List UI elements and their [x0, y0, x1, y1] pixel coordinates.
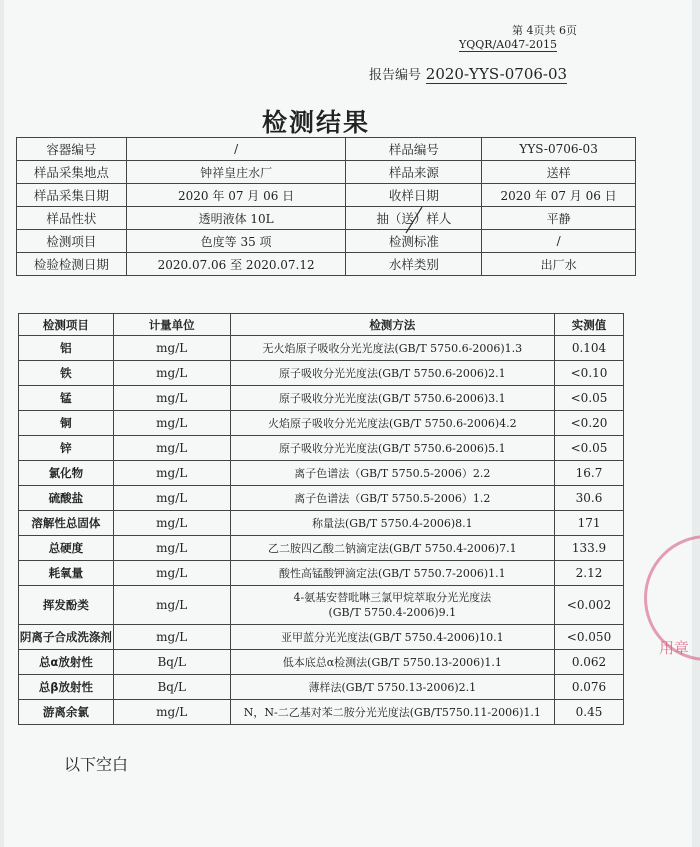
- result-unit: mg/L: [113, 461, 230, 486]
- result-row: [19, 461, 624, 486]
- result-method: [230, 536, 554, 561]
- info-label: 检测标准: [346, 230, 482, 253]
- info-row: [17, 138, 636, 161]
- result-item: 挥发酚类: [19, 586, 114, 625]
- info-label: 样品采集地点: [17, 161, 127, 184]
- info-value: 2020 年 07 月 06 日: [126, 184, 346, 207]
- result-row: [19, 486, 624, 511]
- result-value: 30.6: [555, 486, 624, 511]
- result-method: [230, 436, 554, 461]
- standard-number: YQQR/A047-2015: [459, 38, 557, 51]
- result-value: 0.104: [555, 336, 624, 361]
- result-method: [230, 700, 554, 725]
- method-line: 无火焰原子吸收分光光度法(GB/T 5750.6-2006)1.3: [262, 341, 523, 355]
- result-item: 氯化物: [19, 461, 114, 486]
- header-item: 检测项目: [19, 314, 114, 336]
- result-unit: mg/L: [113, 336, 230, 361]
- result-row: [19, 586, 624, 625]
- result-method: [230, 461, 554, 486]
- info-row: [17, 253, 636, 276]
- method-line: 离子色谱法（GB/T 5750.5-2006）2.2: [294, 466, 491, 480]
- method-line: 亚甲蓝分光光度法(GB/T 5750.4-2006)10.1: [280, 630, 504, 644]
- result-item: 锰: [19, 386, 114, 411]
- info-row: [17, 161, 636, 184]
- info-value: 透明液体 10L: [126, 207, 346, 230]
- result-row: [19, 675, 624, 700]
- info-label: 样品来源: [346, 161, 482, 184]
- result-row: [19, 336, 624, 361]
- result-unit: mg/L: [113, 386, 230, 411]
- method-line: 酸性高锰酸钾滴定法(GB/T 5750.7-2006)1.1: [278, 566, 506, 580]
- result-item: 总β放射性: [19, 675, 114, 700]
- info-label: 样品采集日期: [17, 184, 127, 207]
- result-unit: mg/L: [113, 436, 230, 461]
- info-label: 检验检测日期: [17, 253, 127, 276]
- info-label: 样品性状: [17, 207, 127, 230]
- info-value: /: [126, 138, 346, 161]
- result-value: <0.20: [555, 411, 624, 436]
- result-method: [230, 486, 554, 511]
- result-method: [230, 336, 554, 361]
- result-method: [230, 411, 554, 436]
- result-value: 0.062: [555, 650, 624, 675]
- info-label: 容器编号: [17, 138, 127, 161]
- method-line: 称量法(GB/T 5750.4-2006)8.1: [311, 516, 473, 530]
- result-value: 0.45: [555, 700, 624, 725]
- result-row: [19, 700, 624, 725]
- method-line: 薄样法(GB/T 5750.13-2006)2.1: [308, 680, 477, 694]
- result-value: 16.7: [555, 461, 624, 486]
- info-value: 送样: [482, 161, 636, 184]
- result-unit: mg/L: [113, 486, 230, 511]
- info-label: 检测项目: [17, 230, 127, 253]
- method-line: 原子吸收分光光度法(GB/T 5750.6-2006)3.1: [278, 391, 506, 405]
- result-unit: mg/L: [113, 361, 230, 386]
- info-value: 平静: [482, 207, 636, 230]
- header-method: 检测方法: [230, 314, 554, 336]
- result-item: 溶解性总固体: [19, 511, 114, 536]
- result-unit: mg/L: [113, 700, 230, 725]
- method-line: N，N-二乙基对苯二胺分光光度法(GB/T5750.11-2006)1.1: [243, 705, 541, 719]
- method-line: 火焰原子吸收分光光度法(GB/T 5750.6-2006)4.2: [267, 416, 517, 430]
- results-header-row: [19, 314, 624, 336]
- report-page: [4, 0, 692, 847]
- result-row: [19, 561, 624, 586]
- page-title: 检测结果: [261, 108, 370, 137]
- result-row: [19, 361, 624, 386]
- result-row: [19, 536, 624, 561]
- report-number-line: [369, 64, 567, 83]
- result-value: <0.050: [555, 625, 624, 650]
- method-line: (GB/T 5750.4-2006)9.1: [328, 606, 457, 619]
- result-item: 硫酸盐: [19, 486, 114, 511]
- result-value: 133.9: [555, 536, 624, 561]
- header-value: 实测值: [555, 314, 624, 336]
- result-item: 总硬度: [19, 536, 114, 561]
- report-number: 2020-YYS-0706-03: [425, 65, 568, 83]
- result-item: 铜: [19, 411, 114, 436]
- info-label: 样品编号: [346, 138, 482, 161]
- info-value: 出厂水: [482, 253, 636, 276]
- method-line: 原子吸收分光光度法(GB/T 5750.6-2006)2.1: [278, 366, 506, 380]
- info-value: 钟祥皇庄水厂: [126, 161, 346, 184]
- result-item: 锌: [19, 436, 114, 461]
- page-number: 第 4页共 6页: [512, 24, 577, 37]
- method-line: 低本底总α检测法(GB/T 5750.13-2006)1.1: [282, 655, 502, 669]
- result-method: [230, 650, 554, 675]
- result-method: [230, 561, 554, 586]
- result-method: [230, 361, 554, 386]
- result-item: 游离余氯: [19, 700, 114, 725]
- report-number-label: 报告编号: [369, 68, 422, 83]
- result-value: 171: [555, 511, 624, 536]
- method-line: 乙二胺四乙酸二钠滴定法(GB/T 5750.4-2006)7.1: [267, 541, 517, 555]
- result-unit: mg/L: [113, 586, 230, 625]
- method-line: 4-氨基安替吡啉三氯甲烷萃取分光光度法: [293, 591, 492, 604]
- method-line: 离子色谱法（GB/T 5750.5-2006）1.2: [294, 491, 491, 505]
- result-row: [19, 386, 624, 411]
- result-item: 铝: [19, 336, 114, 361]
- result-method: [230, 625, 554, 650]
- result-unit: mg/L: [113, 625, 230, 650]
- result-item: 铁: [19, 361, 114, 386]
- result-row: [19, 650, 624, 675]
- results-table: [18, 313, 624, 725]
- result-row: [19, 411, 624, 436]
- result-value: <0.10: [555, 361, 624, 386]
- info-label: 水样类别: [346, 253, 482, 276]
- seal-text: 用章: [659, 639, 690, 657]
- info-value: 2020.07.06 至 2020.07.12: [126, 253, 346, 276]
- strike-mark: [402, 205, 426, 235]
- info-row: [17, 184, 636, 207]
- sample-info-table: [16, 137, 636, 276]
- header-unit: 计量单位: [113, 314, 230, 336]
- info-label: 收样日期: [346, 184, 482, 207]
- info-value: 色度等 35 项: [126, 230, 346, 253]
- result-value: <0.05: [555, 386, 624, 411]
- info-row: [17, 230, 636, 253]
- result-unit: mg/L: [113, 561, 230, 586]
- result-unit: Bq/L: [113, 650, 230, 675]
- result-value: <0.002: [555, 586, 624, 625]
- info-value: /: [482, 230, 636, 253]
- result-value: 2.12: [555, 561, 624, 586]
- result-item: 耗氧量: [19, 561, 114, 586]
- method-line: 原子吸收分光光度法(GB/T 5750.6-2006)5.1: [278, 441, 506, 455]
- result-item: 总α放射性: [19, 650, 114, 675]
- result-row: [19, 436, 624, 461]
- result-unit: mg/L: [113, 511, 230, 536]
- result-method: [230, 586, 554, 625]
- info-value: 2020 年 07 月 06 日: [482, 184, 636, 207]
- blank-below-note: 以下空白: [64, 755, 129, 774]
- result-unit: mg/L: [113, 411, 230, 436]
- result-row: [19, 625, 624, 650]
- result-value: 0.076: [555, 675, 624, 700]
- result-unit: mg/L: [113, 536, 230, 561]
- result-method: [230, 511, 554, 536]
- info-label: 抽（送）样人: [346, 207, 482, 230]
- result-value: <0.05: [555, 436, 624, 461]
- result-method: [230, 386, 554, 411]
- result-method: [230, 675, 554, 700]
- result-row: [19, 511, 624, 536]
- result-unit: Bq/L: [113, 675, 230, 700]
- info-value: YYS-0706-03: [482, 138, 636, 161]
- result-item: 阴离子合成洗涤剂: [19, 625, 114, 650]
- info-row: [17, 207, 636, 230]
